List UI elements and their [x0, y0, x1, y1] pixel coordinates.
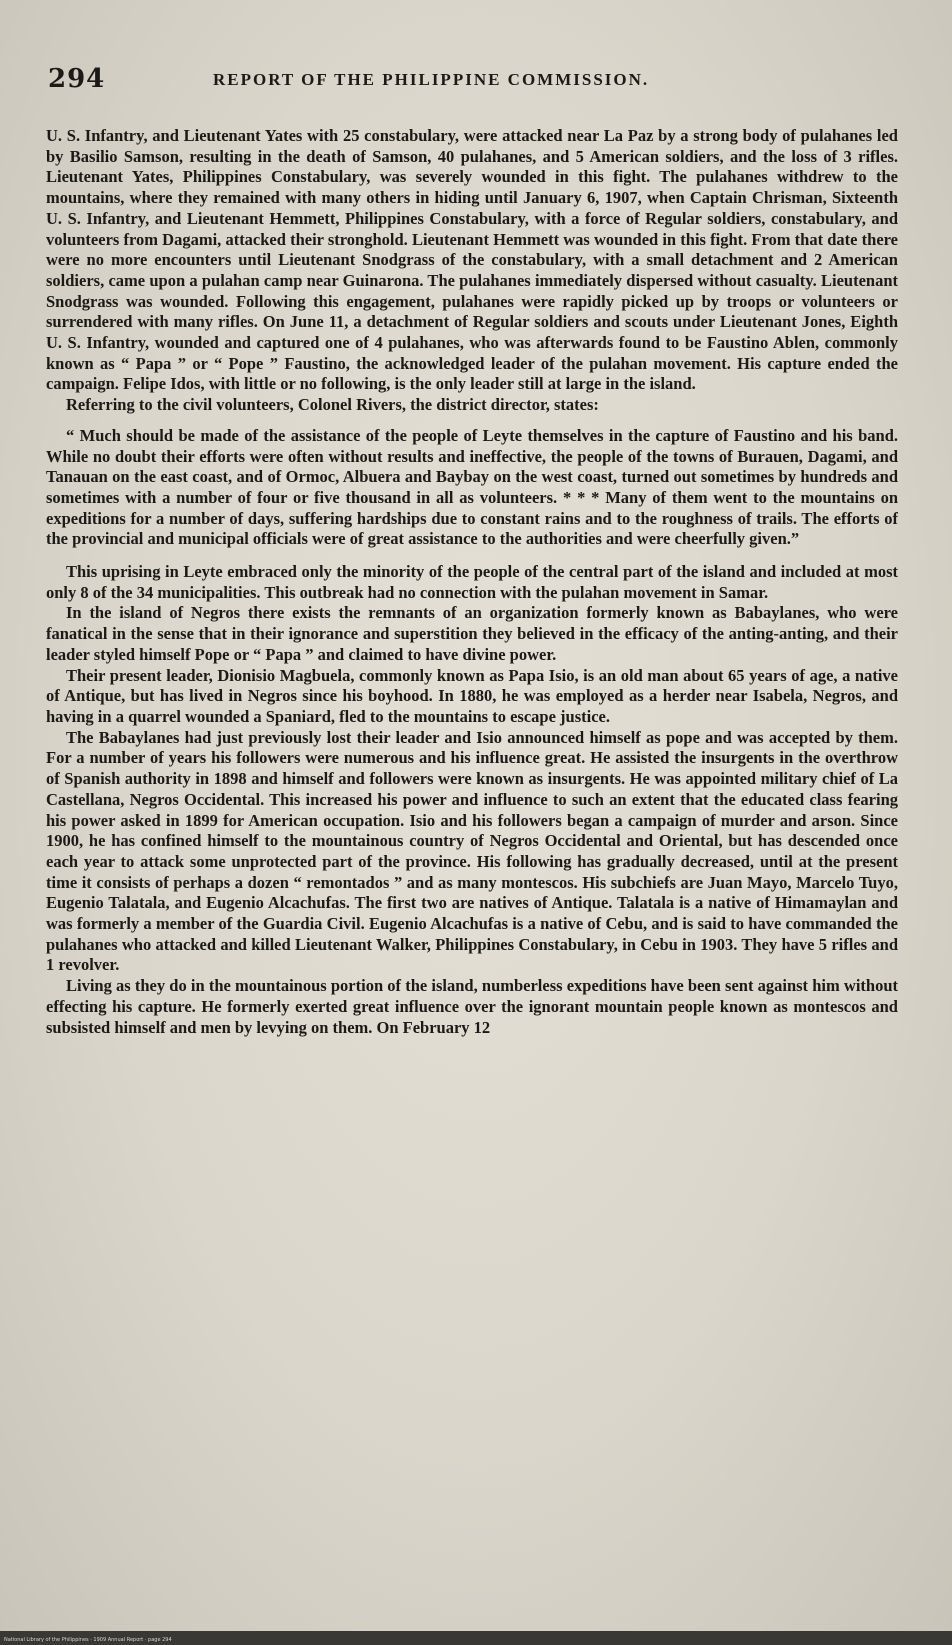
body-text — [46, 126, 898, 1616]
paragraph-civil-volunteers-intro: Referring to the civil volunteers, Colonel Rivers, the district director, states: — [66, 395, 599, 415]
scan-credit: National Library of the Philippines · 1909 Annual Report · page 294 — [4, 1637, 172, 1643]
paragraph-rivers-quote: “ Much should be made of the assistance of the people of Leyte themselves in the capture of Faustino and his band. While no doubt their efforts were often without results and ineffective, the people of the towns of Burauen, Dagami, and Tanauan on the east coast, and of Ormoc, Albuera and Baybay on the west coast, turned out sometimes by hundreds and sometimes with a number of four or five thousand in all as volunteers. * * * Many of them went to the mountains on expeditions for a number of days, suffering hardships due to constant rains and to the roughness of trails. The efforts of the provincial and municipal officials were of great assistance to the authorities and were cheerfully given.” — [46, 425, 898, 549]
scan-footer-strip — [0, 1631, 952, 1645]
page-header — [48, 64, 898, 98]
paragraph-papa-isio: Their present leader, Dionisio Magbuela, commonly known as Papa Isio, is an old man about 65 years of age, a native of Antique, but has lived in Negros since his boyhood. In 1880, he was employed as a herder near Isabela, Negros, and having in a quarrel wounded a Spaniard, fled to the mountains to escape justice. — [46, 665, 898, 726]
page-number: 294 — [48, 64, 106, 94]
paragraph-leyte-campaign: U. S. Infantry, and Lieutenant Yates with 25 constabulary, were attacked near La Paz by a strong body of pulahanes led by Basilio Samson, resulting in the death of Samson, 40 pulahanes, and 5 American soldiers, and the loss of 3 rifles. Lieutenant Yates, Philippines Constabulary, was severely wounded in this fight. The pulahanes withdrew to the mountains, where they remained with many others in hiding until January 6, 1907, when Captain Chrisman, Sixteenth U. S. Infantry, and Lieutenant Hemmett, Philippines Constabulary, with a force of Regular soldiers, constabulary, and volunteers from Dagami, attacked their stronghold. Lieutenant Hemmett was wounded in this fight. From that date there were no more encounters until Lieutenant Snodgrass of the constabulary, with a small detachment and 2 American soldiers, came upon a pulahan camp near Guinarona. The pulahanes immediately dispersed without casualty. Lieutenant Snodgrass was wounded. Following this engagement, pulahanes were rapidly picked up by troops or volunteers or surrendered with many rifles. On June 11, a detachment of Regular soldiers and scouts under Lieutenant Jones, Eighth U. S. Infantry, wounded and captured one of 4 pulahanes, who was afterwards found to be Faustino Ablen, commonly known as “ Papa ” or “ Pope ” Faustino, the acknowledged leader of the pulahan movement. His capture ended the campaign. Felipe Idos, with little or no following, is the only leader still at large in the island. — [46, 126, 898, 394]
paragraph-expeditions: Living as they do in the mountainous portion of the island, numberless expeditions have been sent against him without effecting his capture. He formerly exerted great influence over the ignorant mountain people known as montescos and subsisted himself and men by levying on them. On February 12 — [46, 976, 898, 1037]
running-title: REPORT OF THE PHILIPPINE COMMISSION. — [213, 70, 650, 89]
paragraph-uprising-scope: This uprising in Leyte embraced only the minority of the people of the central part of the island and included at most only 8 of the 34 municipalities. This outbreak had no connection with the pulahan movement in Samar. — [46, 562, 898, 602]
paragraph-babaylanes-history: The Babaylanes had just previously lost their leader and Isio announced himself as pope and was accepted by them. For a number of years his followers were numerous and his influence great. He assisted the insurgents in the overthrow of Spanish authority in 1898 and himself and followers were known as insurgents. He was appointed military chief of La Castellana, Negros Occidental. This increased his power and influence to such an extent that the educated class fearing his power asked in 1899 for American occupation. Isio and his followers began a campaign of murder and arson. Since 1900, he has confined himself to the mountainous country of Negros Occidental and Oriental, but has descended once each year to attack some unprotected part of the province. His following has gradually decreased, until at the present time it consists of perhaps a dozen “ remontados ” and as many montescos. His subchiefs are Juan Mayo, Marcelo Tuyo, Eugenio Talatala, and Eugenio Alcachufas. The first two are natives of Antique. Talatala is a native of Himamaylan and was formerly a member of the Guardia Civil. Eugenio Alcachufas is a native of Cebu, and is said to have commanded the pulahanes who attacked and killed Lieutenant Walker, Philippines Constabulary, in Cebu in 1903. They have 5 rifles and 1 revolver. — [46, 727, 898, 975]
paragraph-negros-babaylanes: In the island of Negros there exists the remnants of an organization formerly known as Babaylanes, who were fanatical in the sense that in their ignorance and superstition they believed in the efficacy of the anting-anting, and their leader styled himself Pope or “ Papa ” and claimed to have divine power. — [46, 603, 898, 664]
